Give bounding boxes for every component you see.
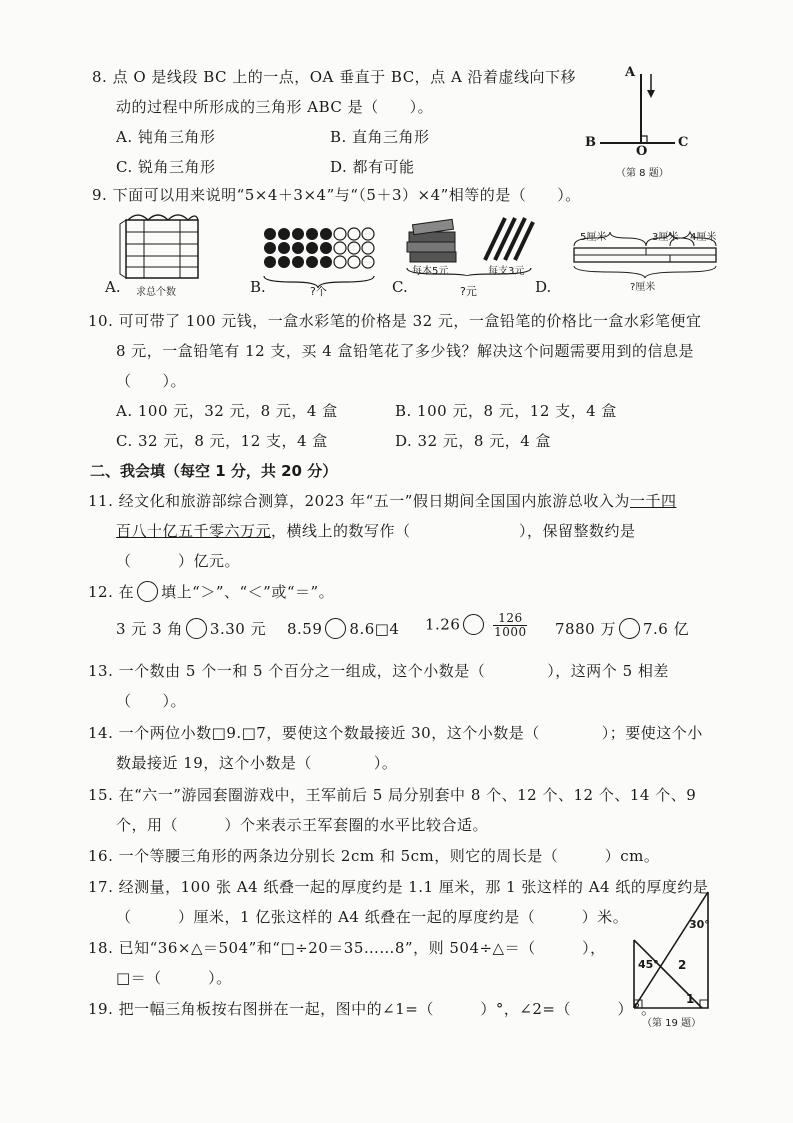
q12-compare-2 — [287, 618, 399, 639]
q17-line-1 — [88, 876, 708, 897]
q12-c4-right: 7.6 亿 — [642, 620, 690, 638]
q17-number: 17. — [88, 878, 114, 896]
q19-line-1 — [88, 998, 657, 1019]
q9-number: 9. — [92, 186, 108, 204]
q12-c4-left: 7880 万 — [555, 620, 616, 638]
q9-fig-b-caption: ?个 — [310, 285, 327, 298]
q8-label-o: O — [636, 144, 648, 159]
q10-text-1: 可可带了 100 元钱，一盒水彩笔的价格是 32 元，一盒铅笔的价格比一盒水彩笔便宜 — [118, 312, 702, 330]
q14-number: 14. — [88, 724, 114, 742]
q9-fig-c-right: 每支3元 — [488, 266, 525, 277]
q9-fig-c-caption: ?元 — [460, 285, 477, 298]
q14-line-1 — [88, 722, 703, 743]
q18-text-2: □＝（ ）。 — [116, 969, 232, 987]
q12-intro-b: 填上“＞”、“＜”或“＝”。 — [161, 583, 335, 601]
q8-label-b: B — [585, 135, 596, 150]
q8-option-c: C. 锐角三角形 — [116, 158, 216, 176]
q8-text-2: 动的过程中所形成的三角形 ABC 是（ ）。 — [116, 98, 434, 116]
q11-underlined-2: 百八十亿五千零六万元 — [116, 522, 272, 540]
q11-text-1a: 经文化和旅游部综合测算，2023 年“五一”假日期间全国国内旅游总收入为 — [118, 492, 630, 510]
q15-text-1: 在“六一”游园套圈游戏中，王军前后 5 局分别套中 8 个、12 个、12 个、14 个、9 — [118, 786, 697, 804]
q9-fig-a-boxes — [118, 210, 208, 280]
q10-text-3: （ ）。 — [116, 372, 187, 390]
q10-option-a: A. 100 元，32 元，8 元，4 盒 — [116, 402, 338, 420]
q12-c2-circle[interactable] — [325, 618, 346, 639]
q16-text-1: 一个等腰三角形的两条边分别长 2cm 和 5cm，则它的周长是（ ）cm。 — [118, 847, 660, 865]
q12-compare-3 — [425, 612, 527, 639]
q11-line-1 — [88, 490, 676, 511]
q9-fig-d-seg-3: 4厘米 — [690, 232, 717, 243]
q9-figures — [100, 210, 740, 300]
q9-text: 下面可以用来说明“5×4＋3×4”与“（5＋3）×4”相等的是（ ）。 — [112, 186, 581, 204]
q19-figure — [630, 890, 730, 1030]
q10-number: 10. — [88, 312, 114, 330]
q8-number: 8. — [92, 68, 108, 86]
q13-number: 13. — [88, 662, 114, 680]
q15-text-2: 个，用（ ）个来表示王军套圈的水平比较合适。 — [116, 816, 489, 834]
q8-line-1 — [92, 66, 576, 87]
q12-c2-left: 8.59 — [287, 620, 323, 638]
q15-line-1 — [88, 784, 696, 805]
q11-line-2 — [116, 520, 636, 541]
q12-compare-1 — [116, 618, 266, 639]
q8-label-a: A — [625, 65, 636, 80]
q17-text-2: （ ）厘米，1 亿张这样的 A4 纸叠在一起的厚度约是（ ）米。 — [116, 908, 629, 926]
q9-fig-d-seg-2: 3厘米 — [652, 232, 679, 243]
q14-text-2: 数最接近 19，这个小数是（ ）。 — [116, 754, 398, 772]
q9-fig-d-segments — [570, 216, 720, 286]
q12-c1-circle[interactable] — [186, 618, 207, 639]
q12-compare-4 — [555, 618, 689, 639]
q11-number: 11. — [88, 492, 114, 510]
q19-text-1: 把一幅三角板按右图拼在一起，图中的∠1=（ ）°，∠2=（ ）°。 — [118, 1000, 657, 1018]
q10-text-2: 8 元，一盒铅笔有 12 支，买 4 盒铅笔花了多少钱？解决这个问题需要用到的信息是 — [116, 342, 695, 360]
q8-text-1: 点 O 是线段 BC 上的一点，OA 垂直于 BC，点 A 沿着虚线向下移 — [112, 68, 577, 86]
q9-fig-d-seg-1: 5厘米 — [580, 232, 607, 243]
q9-label-b: B. — [250, 278, 266, 296]
q9-fig-a-caption: 求总个数 — [136, 287, 176, 298]
q12-c2-right: 8.6□4 — [349, 620, 400, 638]
q16-number: 16. — [88, 847, 114, 865]
q10-option-c: C. 32 元，8 元，12 支，4 盒 — [116, 432, 328, 450]
q12-circle-sample — [137, 581, 158, 602]
q18-line-1 — [88, 937, 606, 958]
q9-label-a: A. — [105, 278, 121, 296]
q8-option-d: D. 都有可能 — [330, 158, 415, 176]
q18-number: 18. — [88, 939, 114, 957]
q9-label-c: C. — [392, 278, 408, 296]
q8-option-b: B. 直角三角形 — [330, 128, 430, 146]
q13-line-1 — [88, 660, 669, 681]
q11-text-2b: ，横线上的数写作（ ），保留整数约是 — [271, 522, 636, 540]
q11-underlined-1: 一千四 — [629, 492, 677, 510]
q15-number: 15. — [88, 786, 114, 804]
q10-option-d: D. 32 元，8 元，4 盒 — [395, 432, 552, 450]
q16-line-1 — [88, 845, 659, 866]
q8-caption: （第 8 题） — [616, 168, 669, 179]
q8-label-c: C — [678, 135, 689, 150]
q19-angle-30: 30° — [689, 918, 710, 931]
q13-text-1: 一个数由 5 个一和 5 个百分之一组成，这个小数是（ ），这两个 5 相差 — [118, 662, 669, 680]
q12-line-1 — [88, 581, 334, 602]
q9-label-d: D. — [535, 278, 552, 296]
q12-intro-a: 在 — [118, 583, 135, 601]
q18-text-1: 已知“36×△＝504”和“□÷20＝35……8”，则 504÷△＝（ ）， — [118, 939, 606, 957]
q19-number: 19. — [88, 1000, 114, 1018]
section-2-heading: 二、我会填（每空 1 分，共 20 分） — [90, 462, 338, 480]
q12-c3-circle[interactable] — [463, 614, 484, 635]
q19-angle-45: 45° — [638, 958, 659, 971]
q12-c3-left: 1.26 — [425, 615, 461, 634]
q12-c3-numerator: 126 — [498, 611, 523, 625]
q19-figure-svg — [630, 890, 730, 1015]
q10-option-b: B. 100 元，8 元，12 支，4 盒 — [395, 402, 617, 420]
q8-option-a: A. 钝角三角形 — [116, 128, 216, 146]
q12-number: 12. — [88, 583, 114, 601]
q9-fig-c-left: 每本5元 — [412, 266, 449, 277]
q13-text-2: （ ）。 — [116, 692, 187, 710]
q11-text-3: （ ）亿元。 — [116, 552, 241, 570]
q9-fig-d-caption: ?厘米 — [630, 282, 656, 293]
q12-c1-left: 3 元 3 角 — [116, 620, 183, 638]
q12-c1-right: 3.30 元 — [209, 620, 267, 638]
q9-line-1 — [92, 184, 581, 205]
q17-text-1: 经测量，100 张 A4 纸叠一起的厚度约是 1.1 厘米，那 1 张这样的 A4 纸的厚度约是 — [118, 878, 709, 896]
q19-caption: （第 19 题） — [642, 1018, 702, 1029]
q19-angle-1: 1 — [686, 992, 695, 1006]
q12-c4-circle[interactable] — [619, 618, 640, 639]
q8-figure — [580, 60, 710, 185]
q14-text-1: 一个两位小数□9.□7，要使这个数最接近 30，这个小数是（ ）；要使这个小 — [118, 724, 703, 742]
q12-c3-fraction — [493, 612, 527, 639]
q12-c3-denominator: 1000 — [494, 625, 527, 639]
q19-angle-2: 2 — [678, 958, 687, 972]
q10-line-1 — [88, 310, 701, 331]
